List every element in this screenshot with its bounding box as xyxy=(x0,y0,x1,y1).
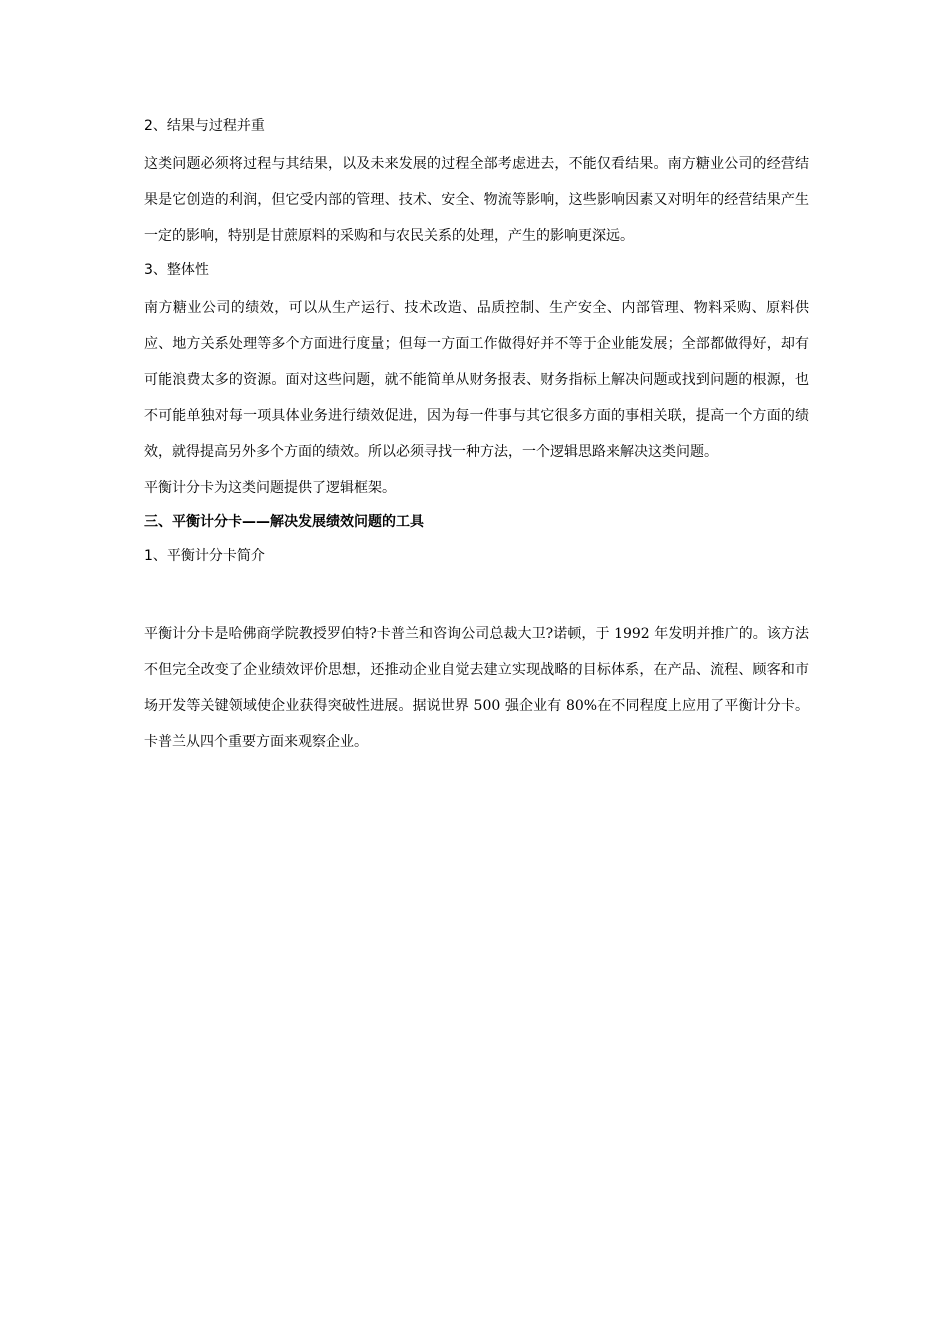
subheading-bsc-intro: 1、平衡计分卡简介 xyxy=(144,548,265,564)
subheading-integrity: 3、整体性 xyxy=(144,262,209,278)
section-title-balanced-scorecard: 三、平衡计分卡——解决发展绩效问题的工具 xyxy=(144,514,424,530)
paragraph-bsc-framework: 平衡计分卡为这类问题提供了逻辑框架。 xyxy=(144,480,396,496)
paragraph-results-and-process: 这类问题必须将过程与其结果，以及未来发展的过程全部考虑进去，不能仅看结果。南方糖业公司的经营结果是它创造的利润，但它受内部的管理、技术、安全、物流等影响，这些影响因素又对明年的经营结果产生一定的影响，特别是甘蔗原料的采购和与农民关系的处理，产生的影响更深远。 xyxy=(144,156,809,244)
subheading-results-and-process: 2、结果与过程并重 xyxy=(144,118,265,134)
paragraph-integrity: 南方糖业公司的绩效，可以从生产运行、技术改造、品质控制、生产安全、内部管理、物料采购、原料供应、地方关系处理等多个方面进行度量；但每一方面工作做得好并不等于企业能发展；全部都做得好，却有可能浪费太多的资源。面对这些问题，就不能简单从财务报表、财务指标上解决问题或找到问题的根源，也不可能单独对每一项具体业务进行绩效促进，因为每一件事与其它很多方面的事相关联，提高一个方面的绩效，就得提高另外多个方面的绩效。所以必须寻找一种方法，一个逻辑思路来解决这类问题。 xyxy=(144,300,809,460)
blank-line xyxy=(144,576,809,616)
document-body xyxy=(144,112,809,760)
paragraph-bsc-intro: 平衡计分卡是哈佛商学院教授罗伯特?卡普兰和咨询公司总裁大卫?诺顿，于 1992 年发明并推广的。该方法不但完全改变了企业绩效评价思想，还推动企业自觉去建立实现战略的目标体系，在产品、流程、顾客和市场开发等关键领域使企业获得突破性进展。据说世界 500 强企业有 80%在不同程度上应用了平衡计分卡。卡普兰从四个重要方面来观察企业。 xyxy=(144,626,809,750)
